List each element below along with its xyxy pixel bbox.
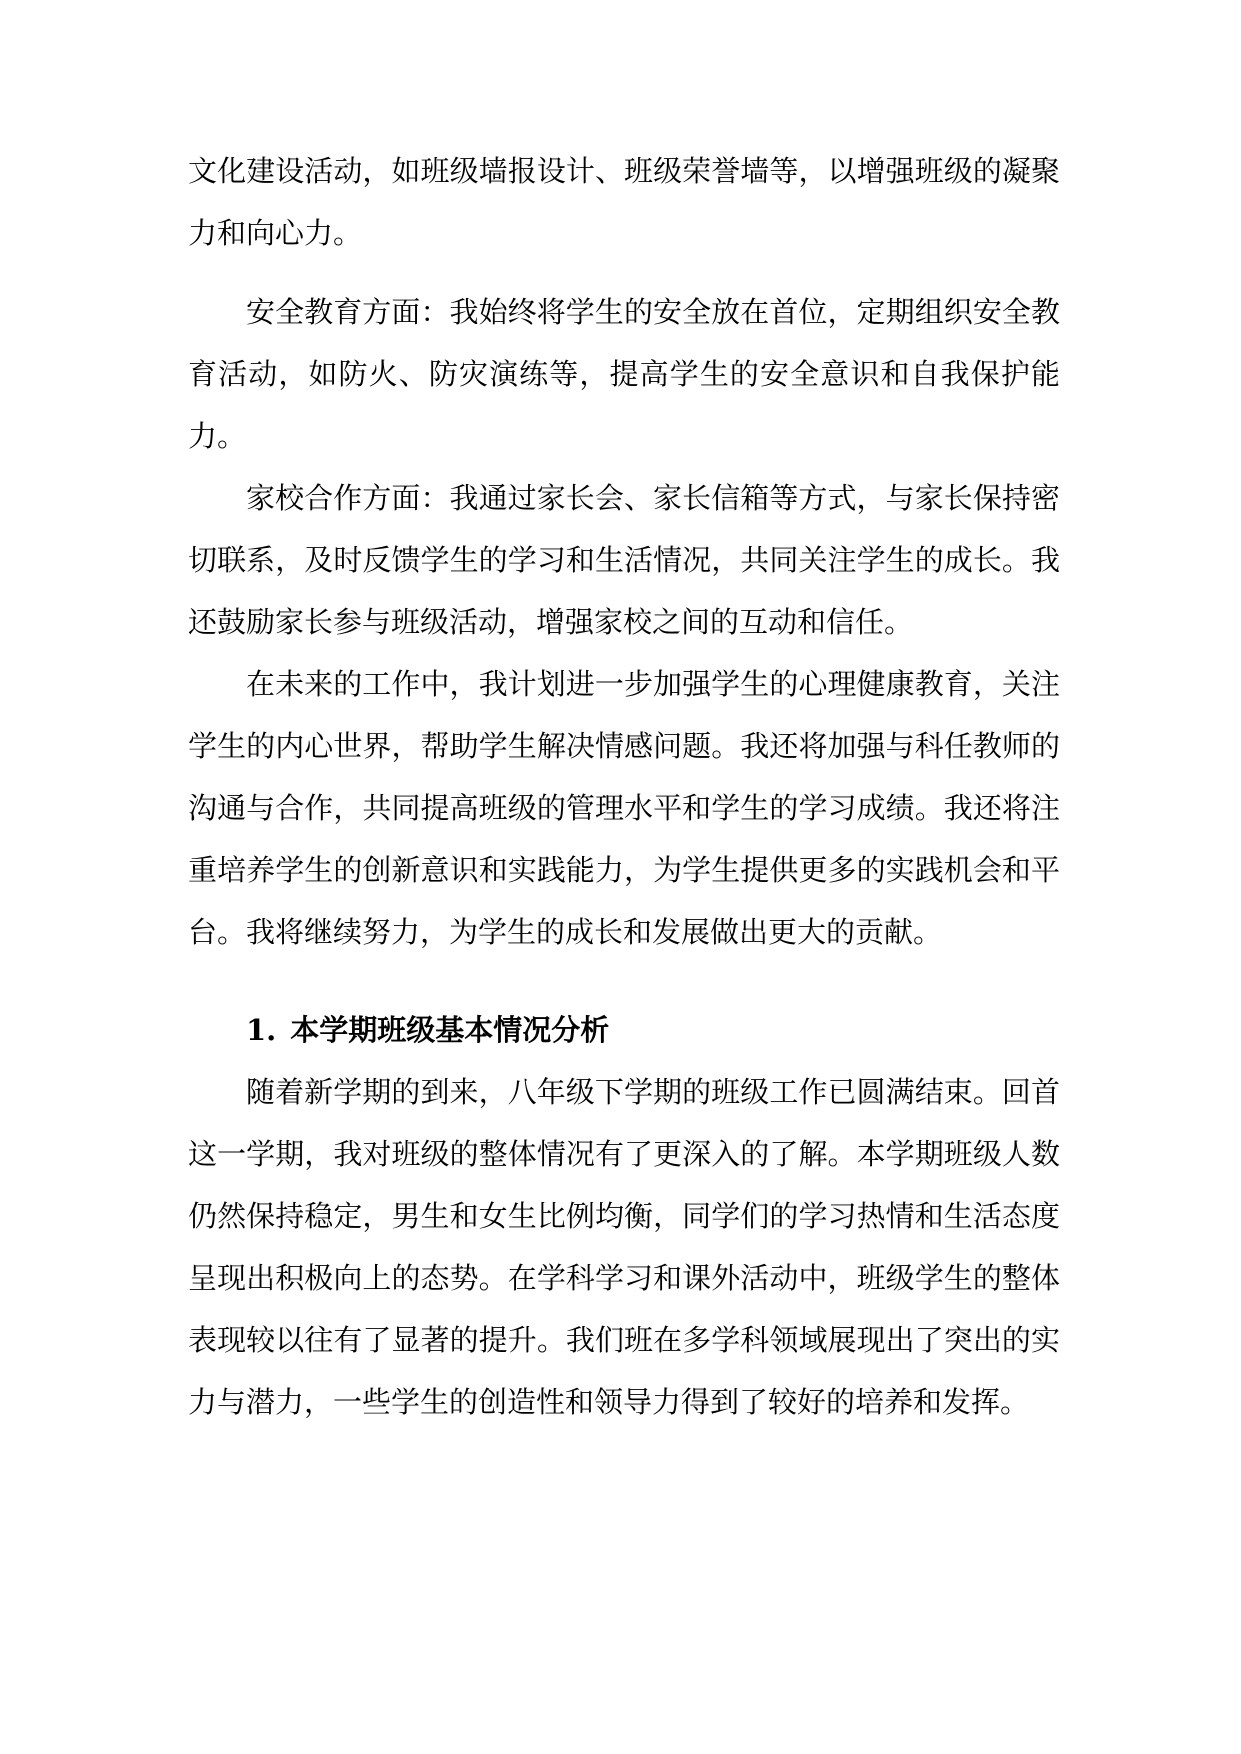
- paragraph-future-plans: 在未来的工作中，我计划进一步加强学生的心理健康教育，关注学生的内心世界，帮助学生解决情感问题。我还将加强与科任教师的沟通与合作，共同提高班级的管理水平和学生的学习成绩。我还将注重培养学生的创新意识和实践能力，为学生提供更多的实践机会和平台。我将继续努力，为学生的成长和发展做出更大的贡献。: [188, 667, 1060, 949]
- paragraph-safety-education: 安全教育方面：我始终将学生的安全放在首位，定期组织安全教育活动，如防火、防灾演练等，提高学生的安全意识和自我保护能力。: [188, 295, 1060, 453]
- paragraph-class-overview: 随着新学期的到来，八年级下学期的班级工作已圆满结束。回首这一学期，我对班级的整体情况有了更深入的了解。本学期班级人数仍然保持稳定，男生和女生比例均衡，同学们的学习热情和生活态度呈现出积极向上的态势。在学科学习和课外活动中，班级学生的整体表现较以往有了显著的提升。我们班在多学科领域展现出了突出的实力与潜力，一些学生的创造性和领导力得到了较好的培养和发挥。: [188, 1075, 1060, 1419]
- paragraph-continuation: 文化建设活动，如班级墙报设计、班级荣誉墙等，以增强班级的凝聚力和向心力。: [188, 154, 1060, 250]
- section-number: 1.: [246, 1013, 277, 1047]
- section-heading: [188, 999, 1060, 1061]
- section-title: 本学期班级基本情况分析: [290, 1013, 610, 1047]
- document-body: [188, 140, 1060, 1433]
- paragraph-home-school-cooperation: 家校合作方面：我通过家长会、家长信箱等方式，与家长保持密切联系，及时反馈学生的学习和生活情况，共同关注学生的成长。我还鼓励家长参与班级活动，增强家校之间的互动和信任。: [188, 481, 1060, 639]
